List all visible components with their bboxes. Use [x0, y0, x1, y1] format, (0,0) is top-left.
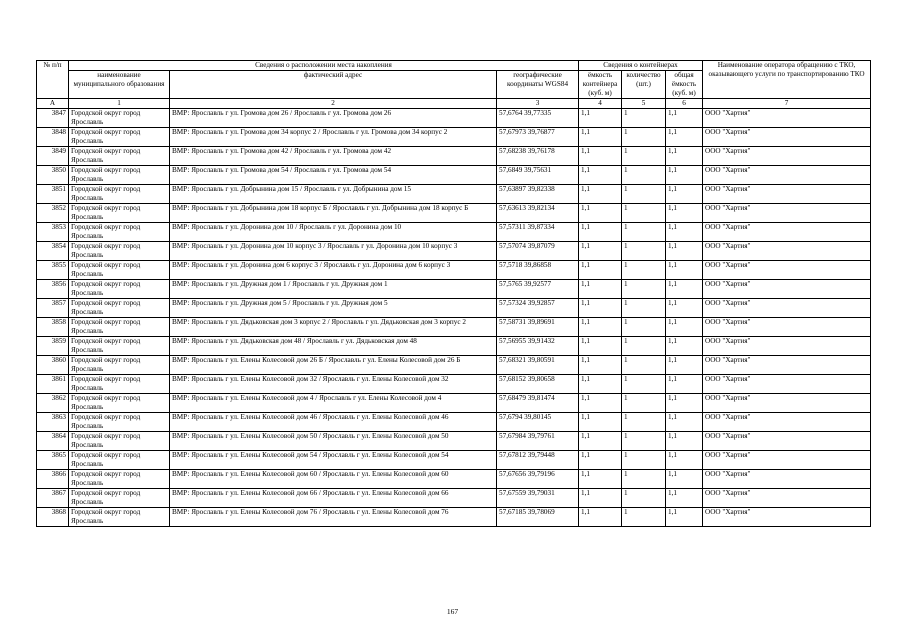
cell-total-capacity: 1,1 — [666, 128, 703, 147]
column-index: 1 — [69, 99, 170, 109]
cell-capacity: 1,1 — [579, 394, 622, 413]
cell-address: ВМР: Ярославль г ул. Елены Колесовой дом 4 / Ярославль г ул. Елены Колесовой дом 4 — [170, 394, 497, 413]
cell-quantity: 1 — [622, 489, 666, 508]
cell-coordinates: 57,6764 39,77335 — [497, 109, 579, 128]
cell-coordinates: 57,57311 39,87334 — [497, 223, 579, 242]
column-index: 6 — [666, 99, 703, 109]
cell-operator: ООО "Хартия" — [703, 508, 871, 527]
cell-quantity: 1 — [622, 204, 666, 223]
header-num: № п/п — [37, 61, 69, 99]
cell-quantity: 1 — [622, 413, 666, 432]
cell-quantity: 1 — [622, 185, 666, 204]
table-row — [37, 375, 871, 394]
table-row — [37, 394, 871, 413]
cell-capacity: 1,1 — [579, 508, 622, 527]
table-row — [37, 280, 871, 299]
cell-coordinates: 57,67185 39,78069 — [497, 508, 579, 527]
cell-municipality: Городской округ город Ярославль — [69, 128, 170, 147]
cell-capacity: 1,1 — [579, 470, 622, 489]
cell-address: ВМР: Ярославль г ул. Громова дом 54 / Ярославль г ул. Громова дом 54 — [170, 166, 497, 185]
cell-number: 3861 — [37, 375, 69, 394]
cell-number: 3862 — [37, 394, 69, 413]
cell-municipality: Городской округ город Ярославль — [69, 223, 170, 242]
cell-address: ВМР: Ярославль г ул. Громова дом 34 корпус 2 / Ярославль г ул. Громова дом 34 корпус 2 — [170, 128, 497, 147]
cell-capacity: 1,1 — [579, 337, 622, 356]
cell-operator: ООО "Хартия" — [703, 223, 871, 242]
cell-capacity: 1,1 — [579, 223, 622, 242]
table-row — [37, 109, 871, 128]
cell-operator: ООО "Хартия" — [703, 413, 871, 432]
cell-total-capacity: 1,1 — [666, 508, 703, 527]
header-coords: географические координаты WGS84 — [497, 71, 579, 99]
cell-coordinates: 57,5765 39,92577 — [497, 280, 579, 299]
cell-capacity: 1,1 — [579, 451, 622, 470]
cell-total-capacity: 1,1 — [666, 394, 703, 413]
cell-capacity: 1,1 — [579, 280, 622, 299]
cell-address: ВМР: Ярославль г ул. Доронина дом 6 корпус 3 / Ярославль г ул. Доронина дом 6 корпус 3 — [170, 261, 497, 280]
cell-coordinates: 57,63897 39,82338 — [497, 185, 579, 204]
table-row — [37, 299, 871, 318]
cell-quantity: 1 — [622, 299, 666, 318]
cell-total-capacity: 1,1 — [666, 166, 703, 185]
cell-operator: ООО "Хартия" — [703, 280, 871, 299]
header-quantity: количество (шт.) — [622, 71, 666, 99]
cell-municipality: Городской округ город Ярославль — [69, 337, 170, 356]
cell-operator: ООО "Хартия" — [703, 489, 871, 508]
cell-municipality: Городской округ город Ярославль — [69, 318, 170, 337]
cell-address: ВМР: Ярославль г ул. Громова дом 26 / Ярославль г ул. Громова дом 26 — [170, 109, 497, 128]
table-row — [37, 489, 871, 508]
cell-quantity: 1 — [622, 318, 666, 337]
cell-capacity: 1,1 — [579, 299, 622, 318]
cell-operator: ООО "Хартия" — [703, 356, 871, 375]
cell-address: ВМР: Ярославль г ул. Елены Колесовой дом 54 / Ярославль г ул. Елены Колесовой дом 54 — [170, 451, 497, 470]
cell-municipality: Городской округ город Ярославль — [69, 432, 170, 451]
cell-number: 3860 — [37, 356, 69, 375]
cell-quantity: 1 — [622, 356, 666, 375]
cell-total-capacity: 1,1 — [666, 489, 703, 508]
cell-address: ВМР: Ярославль г ул. Елены Колесовой дом 76 / Ярославль г ул. Елены Колесовой дом 76 — [170, 508, 497, 527]
cell-address: ВМР: Ярославль г ул. Елены Колесовой дом 26 Б / Ярославль г ул. Елены Колесовой дом 26 Б — [170, 356, 497, 375]
column-index: 4 — [579, 99, 622, 109]
cell-total-capacity: 1,1 — [666, 147, 703, 166]
cell-coordinates: 57,67812 39,79448 — [497, 451, 579, 470]
cell-address: ВМР: Ярославль г ул. Елены Колесовой дом 66 / Ярославль г ул. Елены Колесовой дом 66 — [170, 489, 497, 508]
cell-address: ВМР: Ярославль г ул. Дядьковская дом 3 корпус 2 / Ярославль г ул. Дядьковская дом 3 корпус 2 — [170, 318, 497, 337]
cell-coordinates: 57,63613 39,82134 — [497, 204, 579, 223]
cell-quantity: 1 — [622, 470, 666, 489]
header-address: фактический адрес — [170, 71, 497, 99]
cell-total-capacity: 1,1 — [666, 299, 703, 318]
cell-operator: ООО "Хартия" — [703, 242, 871, 261]
column-index: 2 — [170, 99, 497, 109]
cell-capacity: 1,1 — [579, 185, 622, 204]
cell-quantity: 1 — [622, 128, 666, 147]
cell-municipality: Городской округ город Ярославль — [69, 147, 170, 166]
table-row — [37, 356, 871, 375]
cell-capacity: 1,1 — [579, 147, 622, 166]
table-row — [37, 204, 871, 223]
cell-total-capacity: 1,1 — [666, 318, 703, 337]
cell-address: ВМР: Ярославль г ул. Дружная дом 1 / Ярославль г ул. Дружная дом 1 — [170, 280, 497, 299]
cell-coordinates: 57,68479 39,81474 — [497, 394, 579, 413]
cell-municipality: Городской округ город Ярославль — [69, 299, 170, 318]
table-row — [37, 223, 871, 242]
cell-coordinates: 57,67984 39,79761 — [497, 432, 579, 451]
table-row — [37, 337, 871, 356]
cell-address: ВМР: Ярославль г ул. Добрынина дом 18 корпус Б / Ярославль г ул. Добрынина дом 18 корпус Б — [170, 204, 497, 223]
cell-municipality: Городской округ город Ярославль — [69, 185, 170, 204]
cell-address: ВМР: Ярославль г ул. Дядьковская дом 48 / Ярославль г ул. Дядьковская дом 48 — [170, 337, 497, 356]
cell-operator: ООО "Хартия" — [703, 261, 871, 280]
cell-total-capacity: 1,1 — [666, 337, 703, 356]
header-location-group: Сведения о расположении места накопления — [69, 61, 579, 71]
cell-number: 3854 — [37, 242, 69, 261]
cell-coordinates: 57,68152 39,80658 — [497, 375, 579, 394]
cell-operator: ООО "Хартия" — [703, 375, 871, 394]
cell-total-capacity: 1,1 — [666, 413, 703, 432]
cell-coordinates: 57,56955 39,91432 — [497, 337, 579, 356]
cell-operator: ООО "Хартия" — [703, 299, 871, 318]
cell-operator: ООО "Хартия" — [703, 432, 871, 451]
cell-number: 3865 — [37, 451, 69, 470]
cell-number: 3855 — [37, 261, 69, 280]
cell-number: 3858 — [37, 318, 69, 337]
table-row — [37, 166, 871, 185]
cell-total-capacity: 1,1 — [666, 223, 703, 242]
cell-number: 3850 — [37, 166, 69, 185]
cell-operator: ООО "Хартия" — [703, 166, 871, 185]
cell-coordinates: 57,5718 39,86858 — [497, 261, 579, 280]
cell-number: 3859 — [37, 337, 69, 356]
cell-coordinates: 57,68238 39,76178 — [497, 147, 579, 166]
header-containers-group: Сведения о контейнерах — [579, 61, 703, 71]
registry-table-container — [36, 60, 870, 527]
cell-number: 3848 — [37, 128, 69, 147]
registry-table — [36, 60, 871, 527]
cell-quantity: 1 — [622, 337, 666, 356]
cell-coordinates: 57,58731 39,89691 — [497, 318, 579, 337]
cell-operator: ООО "Хартия" — [703, 128, 871, 147]
table-row — [37, 432, 871, 451]
cell-quantity: 1 — [622, 508, 666, 527]
cell-total-capacity: 1,1 — [666, 109, 703, 128]
cell-address: ВМР: Ярославль г ул. Елены Колесовой дом 60 / Ярославль г ул. Елены Колесовой дом 60 — [170, 470, 497, 489]
cell-number: 3852 — [37, 204, 69, 223]
cell-coordinates: 57,67559 39,79031 — [497, 489, 579, 508]
cell-municipality: Городской округ город Ярославль — [69, 242, 170, 261]
cell-capacity: 1,1 — [579, 318, 622, 337]
cell-coordinates: 57,67973 39,76877 — [497, 128, 579, 147]
cell-municipality: Городской округ город Ярославль — [69, 204, 170, 223]
cell-quantity: 1 — [622, 147, 666, 166]
cell-total-capacity: 1,1 — [666, 280, 703, 299]
table-row — [37, 413, 871, 432]
column-index: 3 — [497, 99, 579, 109]
cell-number: 3849 — [37, 147, 69, 166]
cell-operator: ООО "Хартия" — [703, 318, 871, 337]
cell-capacity: 1,1 — [579, 128, 622, 147]
cell-address: ВМР: Ярославль г ул. Громова дом 42 / Ярославль г ул. Громова дом 42 — [170, 147, 497, 166]
cell-coordinates: 57,68321 39,80591 — [497, 356, 579, 375]
cell-quantity: 1 — [622, 394, 666, 413]
cell-operator: ООО "Хартия" — [703, 470, 871, 489]
cell-quantity: 1 — [622, 223, 666, 242]
cell-total-capacity: 1,1 — [666, 432, 703, 451]
table-row — [37, 261, 871, 280]
cell-operator: ООО "Хартия" — [703, 185, 871, 204]
header-operator: Наименование оператора обращению с ТКО, оказывающего услуги по транспортированию ТКО — [703, 61, 871, 99]
cell-quantity: 1 — [622, 242, 666, 261]
cell-number: 3853 — [37, 223, 69, 242]
table-row — [37, 508, 871, 527]
cell-capacity: 1,1 — [579, 432, 622, 451]
cell-municipality: Городской округ город Ярославль — [69, 280, 170, 299]
cell-capacity: 1,1 — [579, 489, 622, 508]
cell-capacity: 1,1 — [579, 413, 622, 432]
cell-number: 3863 — [37, 413, 69, 432]
cell-quantity: 1 — [622, 109, 666, 128]
cell-operator: ООО "Хартия" — [703, 337, 871, 356]
cell-municipality: Городской округ город Ярославль — [69, 109, 170, 128]
cell-number: 3867 — [37, 489, 69, 508]
cell-total-capacity: 1,1 — [666, 185, 703, 204]
cell-coordinates: 57,57074 39,87079 — [497, 242, 579, 261]
cell-capacity: 1,1 — [579, 204, 622, 223]
page-number: 167 — [446, 607, 459, 616]
cell-number: 3857 — [37, 299, 69, 318]
cell-municipality: Городской округ город Ярославль — [69, 470, 170, 489]
cell-total-capacity: 1,1 — [666, 261, 703, 280]
header-total: общая ёмкость (куб. м) — [666, 71, 703, 99]
cell-address: ВМР: Ярославль г ул. Дружная дом 5 / Ярославль г ул. Дружная дом 5 — [170, 299, 497, 318]
column-index: 7 — [703, 99, 871, 109]
cell-municipality: Городской округ город Ярославль — [69, 356, 170, 375]
cell-capacity: 1,1 — [579, 356, 622, 375]
cell-address: ВМР: Ярославль г ул. Доронина дом 10 корпус 3 / Ярославль г ул. Доронина дом 10 корпус 3 — [170, 242, 497, 261]
column-index: А — [37, 99, 69, 109]
cell-capacity: 1,1 — [579, 261, 622, 280]
cell-total-capacity: 1,1 — [666, 204, 703, 223]
cell-operator: ООО "Хартия" — [703, 451, 871, 470]
cell-operator: ООО "Хартия" — [703, 109, 871, 128]
cell-number: 3856 — [37, 280, 69, 299]
cell-municipality: Городской округ город Ярославль — [69, 508, 170, 527]
cell-number: 3868 — [37, 508, 69, 527]
cell-municipality: Городской округ город Ярославль — [69, 166, 170, 185]
table-row — [37, 242, 871, 261]
cell-total-capacity: 1,1 — [666, 451, 703, 470]
table-body — [37, 109, 871, 527]
cell-number: 3866 — [37, 470, 69, 489]
table-row — [37, 185, 871, 204]
cell-operator: ООО "Хартия" — [703, 394, 871, 413]
cell-capacity: 1,1 — [579, 375, 622, 394]
cell-municipality: Городской округ город Ярославль — [69, 261, 170, 280]
cell-total-capacity: 1,1 — [666, 356, 703, 375]
table-row — [37, 147, 871, 166]
cell-number: 3847 — [37, 109, 69, 128]
header-municipality: наименование муниципального образования — [69, 71, 170, 99]
cell-municipality: Городской округ город Ярославль — [69, 375, 170, 394]
cell-coordinates: 57,6849 39,75631 — [497, 166, 579, 185]
table-row — [37, 470, 871, 489]
cell-coordinates: 57,67656 39,79196 — [497, 470, 579, 489]
cell-number: 3864 — [37, 432, 69, 451]
cell-capacity: 1,1 — [579, 109, 622, 128]
cell-quantity: 1 — [622, 166, 666, 185]
cell-operator: ООО "Хартия" — [703, 204, 871, 223]
cell-quantity: 1 — [622, 280, 666, 299]
cell-address: ВМР: Ярославль г ул. Добрынина дом 15 / Ярославль г ул. Добрынина дом 15 — [170, 185, 497, 204]
cell-address: ВМР: Ярославль г ул. Елены Колесовой дом 50 / Ярославль г ул. Елены Колесовой дом 50 — [170, 432, 497, 451]
cell-quantity: 1 — [622, 261, 666, 280]
cell-quantity: 1 — [622, 451, 666, 470]
cell-address: ВМР: Ярославль г ул. Елены Колесовой дом 46 / Ярославль г ул. Елены Колесовой дом 46 — [170, 413, 497, 432]
cell-quantity: 1 — [622, 432, 666, 451]
column-index-row — [37, 99, 871, 109]
table-row — [37, 128, 871, 147]
table-row — [37, 451, 871, 470]
cell-number: 3851 — [37, 185, 69, 204]
header-capacity: ёмкость контейнера (куб. м) — [579, 71, 622, 99]
cell-operator: ООО "Хартия" — [703, 147, 871, 166]
cell-capacity: 1,1 — [579, 166, 622, 185]
cell-coordinates: 57,57324 39,92857 — [497, 299, 579, 318]
cell-municipality: Городской округ город Ярославль — [69, 413, 170, 432]
cell-municipality: Городской округ город Ярославль — [69, 489, 170, 508]
header-row-1 — [37, 61, 871, 71]
table-row — [37, 318, 871, 337]
cell-capacity: 1,1 — [579, 242, 622, 261]
cell-municipality: Городской округ город Ярославль — [69, 451, 170, 470]
cell-total-capacity: 1,1 — [666, 375, 703, 394]
cell-quantity: 1 — [622, 375, 666, 394]
cell-address: ВМР: Ярославль г ул. Доронина дом 10 / Ярославль г ул. Доронина дом 10 — [170, 223, 497, 242]
cell-municipality: Городской округ город Ярославль — [69, 394, 170, 413]
cell-total-capacity: 1,1 — [666, 470, 703, 489]
cell-total-capacity: 1,1 — [666, 242, 703, 261]
cell-coordinates: 57,6794 39,80145 — [497, 413, 579, 432]
column-index: 5 — [622, 99, 666, 109]
cell-address: ВМР: Ярославль г ул. Елены Колесовой дом 32 / Ярославль г ул. Елены Колесовой дом 32 — [170, 375, 497, 394]
